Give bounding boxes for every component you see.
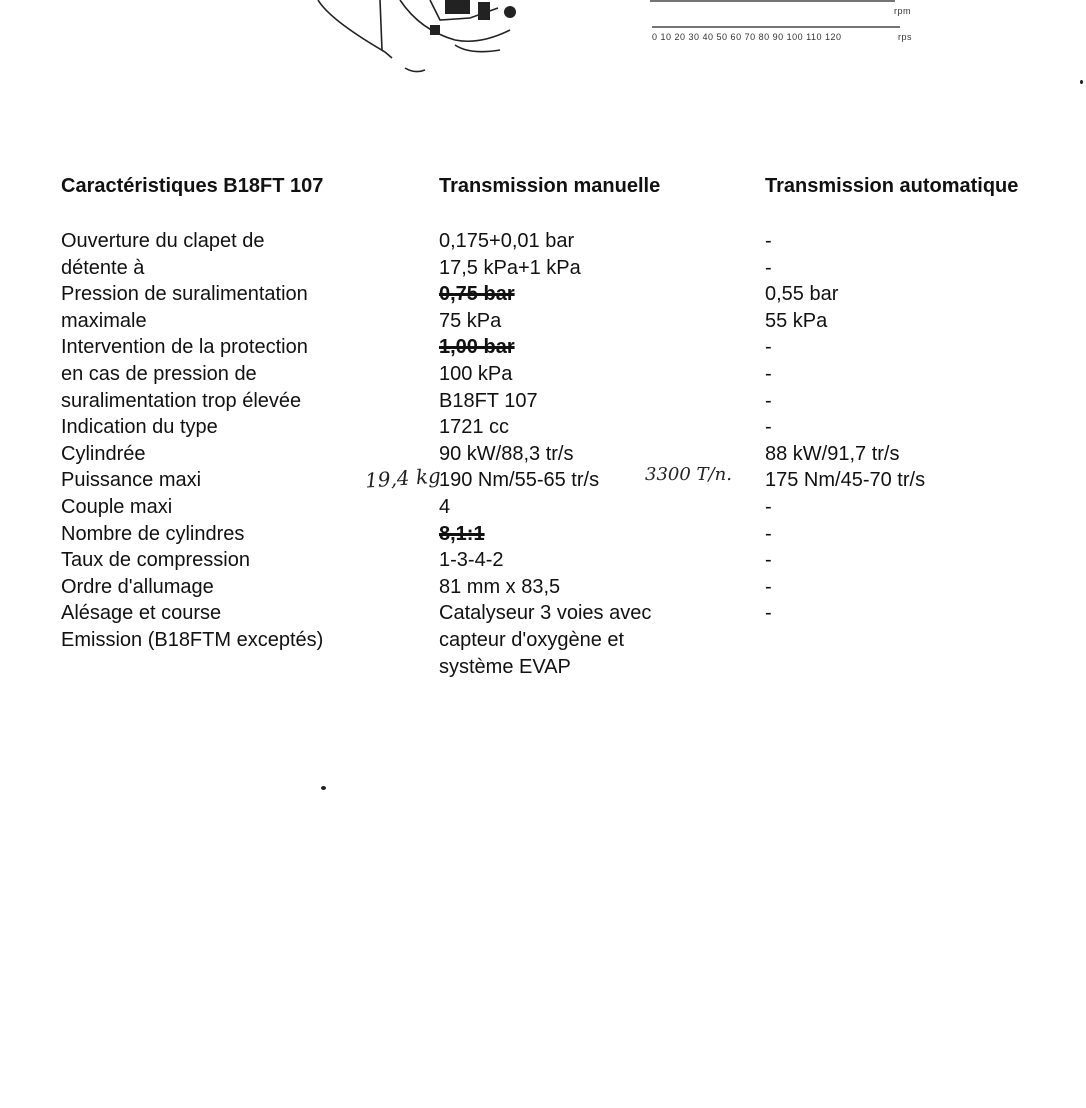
label-line: Intervention de la protection (61, 336, 308, 359)
header-characteristics: Caractéristiques B18FT 107 (61, 175, 324, 197)
handwritten-torque-note: 19,4 kg (364, 463, 442, 493)
automatic-value: 0,55 bar (765, 283, 839, 306)
manual-value: 17,5 kPa+1 kPa (439, 256, 581, 279)
manual-value-struck: 8,1:1 (439, 522, 485, 545)
automatic-value: - (765, 362, 772, 385)
rps-axis-label: rps (898, 32, 913, 42)
label-line: détente à (61, 256, 145, 279)
automatic-value: - (765, 230, 772, 252)
scan-speck (1080, 80, 1083, 84)
manual-value: 81 mm x 83,5 (439, 575, 561, 598)
manual-value: système EVAP (439, 655, 571, 678)
top-figure-fragment (0, 0, 1086, 80)
automatic-column (765, 228, 925, 627)
label-line: Ordre d'allumage (61, 575, 214, 598)
automatic-value: - (765, 549, 772, 572)
automatic-value: - (765, 389, 772, 412)
rpm-axis-label: rpm (894, 6, 911, 16)
automatic-value: 175 Nm/45-70 tr/s (765, 469, 926, 492)
manual-value: 4 (439, 495, 451, 518)
manual-value: B18FT 107 (439, 389, 538, 412)
label-line: suralimentation trop élevée (61, 389, 302, 412)
manual-value: 100 kPa (439, 362, 513, 385)
automatic-value: 55 kPa (765, 309, 828, 332)
manual-value: Catalyseur 3 voies avec (439, 602, 652, 625)
label-line: en cas de pression de (61, 362, 257, 385)
manual-column (439, 228, 651, 680)
label-line: Ouverture du clapet de (61, 230, 265, 252)
automatic-value: - (765, 602, 772, 625)
manual-value: 0,175+0,01 bar (439, 230, 575, 252)
label-line: Emission (B18FTM exceptés) (61, 628, 324, 651)
label-line: Taux de compression (61, 549, 250, 572)
label-line: Nombre de cylindres (61, 522, 245, 545)
manual-value: 190 Nm/55-65 tr/s (439, 469, 600, 492)
chart-axes (650, 1, 900, 27)
automatic-value: - (765, 336, 772, 359)
handwritten-rpm-note: 3300 T/n. (645, 464, 732, 485)
label-line: Couple maxi (61, 495, 173, 518)
label-line: maximale (61, 309, 147, 332)
automatic-value: - (765, 256, 772, 279)
header-manual-transmission: Transmission manuelle (439, 175, 661, 197)
label-line: Indication du type (61, 416, 218, 439)
manual-value: 1721 cc (439, 416, 510, 439)
scan-speck (321, 786, 326, 790)
label-line: Puissance maxi (61, 469, 202, 492)
manual-value-struck: 1,00 bar (439, 336, 515, 359)
header-automatic-transmission: Transmission automatique (765, 175, 1019, 197)
manual-value: 75 kPa (439, 309, 502, 332)
label-line: Pression de suralimentation (61, 283, 308, 306)
label-line: Alésage et course (61, 602, 222, 625)
manual-value: 1-3-4-2 (439, 549, 504, 572)
manual-value: capteur d'oxygène et (439, 628, 625, 651)
labels-column (61, 228, 323, 654)
manual-value: 90 kW/88,3 tr/s (439, 442, 574, 465)
automatic-value: 88 kW/91,7 tr/s (765, 442, 900, 465)
automatic-value: - (765, 522, 772, 545)
rps-axis-ticks: 0 10 20 30 40 50 60 70 80 90 100 110 120 (652, 32, 842, 42)
label-line: Cylindrée (61, 442, 146, 465)
manual-value-struck: 0,75 bar (439, 283, 515, 306)
automatic-value: - (765, 495, 772, 518)
automatic-value: - (765, 416, 772, 439)
automatic-value: - (765, 575, 772, 598)
